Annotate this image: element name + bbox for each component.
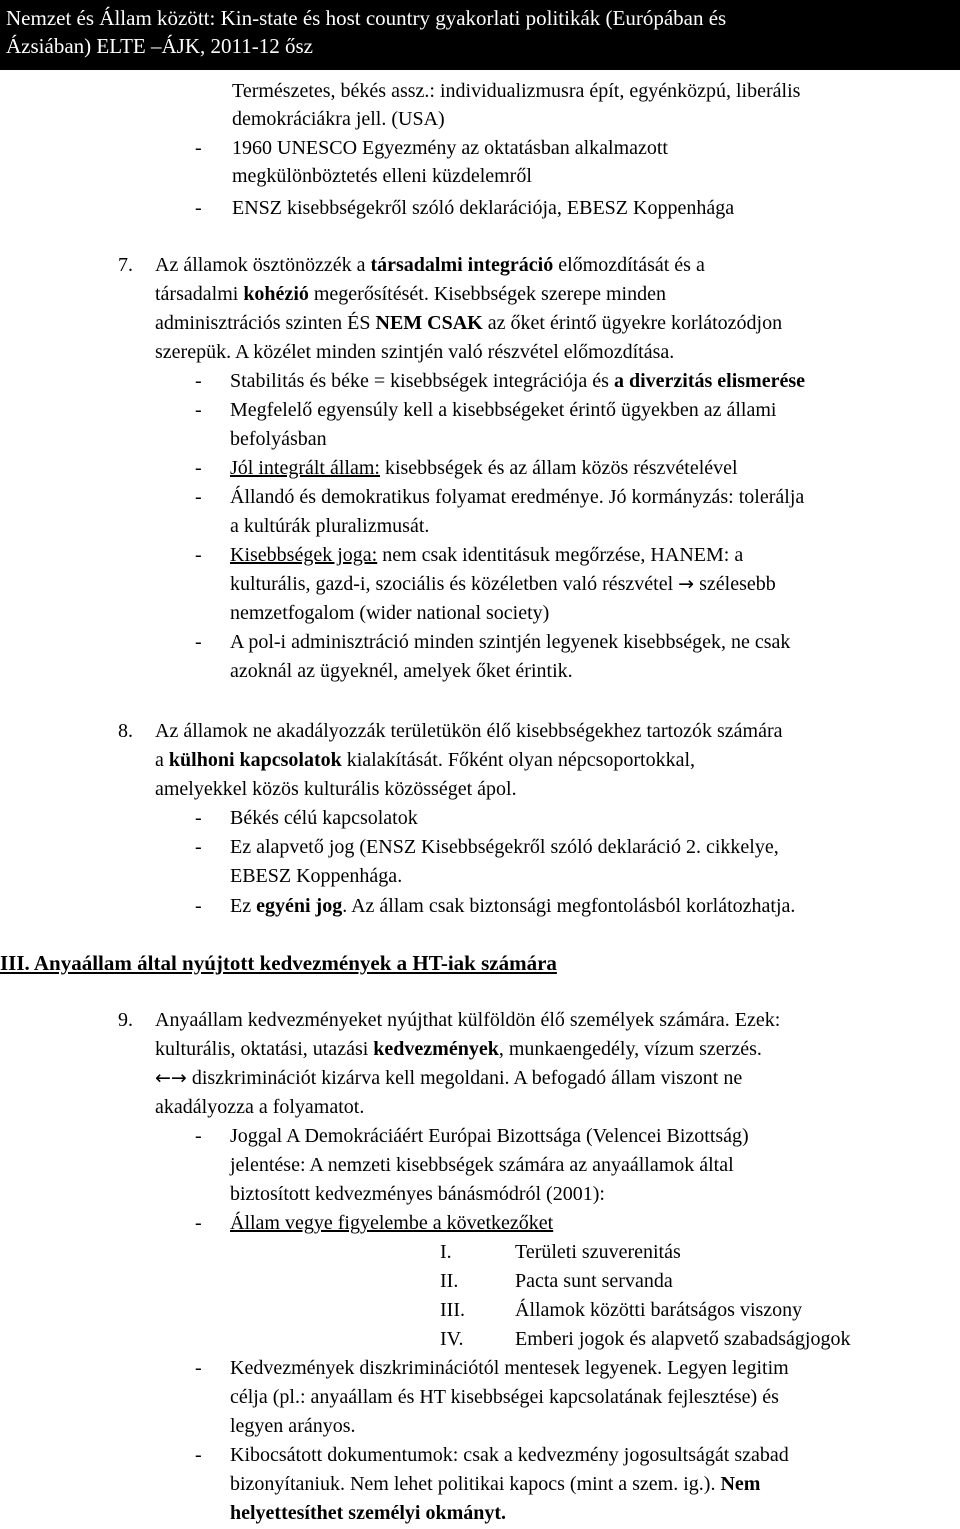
text-line: Stabilitás és béke = kisebbségek integrációja és a diverzitás elismerése <box>230 370 805 392</box>
bullet-dash: - <box>195 807 202 829</box>
bullet-dash: - <box>195 544 202 566</box>
header-line-2: Ázsiában) ELTE –ÁJK, 2011-12 ősz <box>6 34 313 58</box>
text-line: Jól integrált állam: kisebbségek és az állam közös részvételével <box>230 457 738 479</box>
text-line: Az államok ne akadályozzák területükön élő kisebbségekhez tartozók számára <box>155 720 783 742</box>
roman-list-item: Emberi jogok és alapvető szabadságjogok <box>515 1328 851 1350</box>
bullet-dash: - <box>195 457 202 479</box>
right-arrow-icon: → <box>678 573 695 595</box>
text-line: 1960 UNESCO Egyezmény az oktatásban alkalmazott <box>232 137 668 159</box>
text-line: Megfelelő egyensúly kell a kisebbségeket érintő ügyekben az állami <box>230 399 777 421</box>
text-line: a külhoni kapcsolatok kialakítását. Főként olyan népcsoportokkal, <box>155 749 696 771</box>
bullet-dash: - <box>195 137 202 159</box>
bullet-dash: - <box>195 1212 202 1234</box>
text-line: a kultúrák pluralizmusát. <box>230 515 430 537</box>
text-line: kulturális, gazd-i, szociális és közéletben való részvétel → szélesebb <box>230 573 776 595</box>
text-line: Ez alapvető jog (ENSZ Kisebbségekről szóló deklaráció 2. cikkelye, <box>230 836 779 858</box>
text-line: ENSZ kisebbségekről szóló deklarációja, EBESZ Koppenhága <box>232 197 735 219</box>
item-number-7: 7. <box>118 254 133 276</box>
bullet-dash: - <box>195 370 202 392</box>
left-right-arrow-icon: ←→ <box>155 1067 187 1089</box>
text-line: EBESZ Koppenhága. <box>230 865 403 887</box>
bullet-dash: - <box>195 1357 202 1379</box>
text-line: Békés célú kapcsolatok <box>230 807 418 829</box>
text-line: szerepük. A közélet minden szintjén való részvétel előmozdítása. <box>155 341 675 363</box>
section-heading-iii: III. Anyaállam által nyújtott kedvezmények a HT-iak számára <box>0 951 557 975</box>
text-line: Az államok ösztönözzék a társadalmi integráció előmozdítását és a <box>155 254 705 276</box>
text-line: Kisebbségek joga: nem csak identitásuk megőrzése, HANEM: a <box>230 544 744 566</box>
bullet-dash: - <box>195 486 202 508</box>
text-line: helyettesíthet személyi okmányt. <box>230 1502 507 1524</box>
text-line: bizonyítaniuk. Nem lehet politikai kapocs (mint a szem. ig.). Nem <box>230 1473 761 1495</box>
roman-numeral: II. <box>440 1270 459 1292</box>
text-line: megkülönböztetés elleni küzdelemről <box>232 165 532 187</box>
roman-numeral: III. <box>440 1299 465 1321</box>
bullet-dash: - <box>195 1125 202 1147</box>
text-line: ←→ diszkriminációt kizárva kell megoldani. A befogadó állam viszont ne <box>155 1067 743 1089</box>
text-line: biztosított kedvezményes bánásmódról (2001): <box>230 1183 605 1205</box>
text-line: A pol-i adminisztráció minden szintjén legyenek kisebbségek, ne csak <box>230 631 791 653</box>
text-line: Állandó és demokratikus folyamat eredménye. Jó kormányzás: tolerálja <box>230 486 805 508</box>
text-line: adminisztrációs szinten ÉS NEM CSAK az őket érintő ügyekre korlátozódjon <box>155 312 783 334</box>
text-line: Kibocsátott dokumentumok: csak a kedvezmény jogosultságát szabad <box>230 1444 789 1466</box>
text-line: amelyekkel közös kulturális közösséget ápol. <box>155 778 517 800</box>
text-line: akadályozza a folyamatot. <box>155 1096 365 1118</box>
text-line: Állam vegye figyelembe a következőket <box>230 1212 554 1234</box>
text-line: Joggal A Demokráciáért Európai Bizottsága (Velencei Bizottság) <box>230 1125 749 1147</box>
text-line: Ez egyéni jog. Az állam csak biztonsági megfontolásból korlátozhatja. <box>230 895 796 917</box>
roman-list-item: Államok közötti barátságos viszony <box>515 1299 803 1321</box>
bullet-dash: - <box>195 1444 202 1466</box>
text-line: befolyásban <box>230 428 327 450</box>
roman-list-item: Területi szuverenitás <box>515 1241 681 1263</box>
item-number-8: 8. <box>118 720 133 742</box>
header-line-1: Nemzet és Állam között: Kin-state és host country gyakorlati politikák (Európában és <box>6 6 727 30</box>
roman-numeral: I. <box>440 1241 452 1263</box>
bullet-dash: - <box>195 836 202 858</box>
item-number-9: 9. <box>118 1009 133 1031</box>
text-line: Természetes, békés assz.: individualizmusra épít, egyénközpú, liberális <box>232 80 801 102</box>
text-line: Kedvezmények diszkriminációtól mentesek legyenek. Legyen legitim <box>230 1357 789 1379</box>
text-line: kulturális, oktatási, utazási kedvezmények, munkaengedély, vízum szerzés. <box>155 1038 762 1060</box>
bullet-dash: - <box>195 197 202 219</box>
text-line: azoknál az ügyeknél, amelyek őket érintik. <box>230 660 573 682</box>
text-line: jelentése: A nemzeti kisebbségek számára az anyaállamok által <box>230 1154 734 1176</box>
roman-list-item: Pacta sunt servanda <box>515 1270 673 1292</box>
bullet-dash: - <box>195 895 202 917</box>
text-line: célja (pl.: anyaállam és HT kisebbségei kapcsolatának fejlesztése) és <box>230 1386 779 1408</box>
text-line: társadalmi kohézió megerősítését. Kisebbségek szerepe minden <box>155 283 666 305</box>
text-line: legyen arányos. <box>230 1415 356 1437</box>
bullet-dash: - <box>195 631 202 653</box>
bullet-dash: - <box>195 399 202 421</box>
text-line: demokráciákra jell. (USA) <box>232 108 445 130</box>
text-line: nemzetfogalom (wider national society) <box>230 602 550 624</box>
document-header <box>0 0 960 70</box>
text-line: Anyaállam kedvezményeket nyújthat külföldön élő személyek számára. Ezek: <box>155 1009 781 1031</box>
roman-numeral: IV. <box>440 1328 464 1350</box>
